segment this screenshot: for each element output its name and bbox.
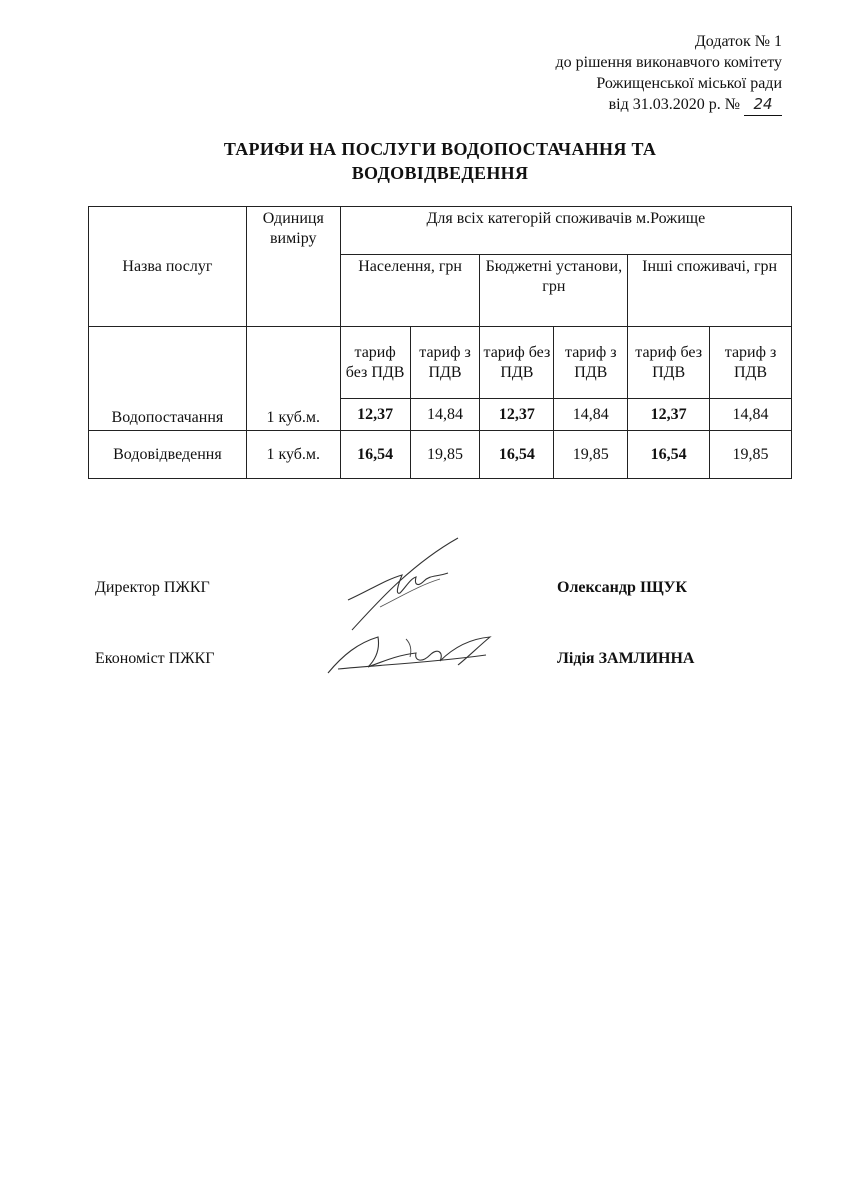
- table-row: [89, 431, 792, 479]
- header-row-1: [89, 207, 792, 255]
- value-cell: 16,54: [480, 431, 554, 479]
- value-cell: 12,37: [628, 399, 710, 431]
- annex-date: від 31.03.2020 р. №: [608, 96, 740, 113]
- row-unit: 1 куб.м.: [246, 327, 340, 431]
- signatory-name: Олександр ІЩУК: [557, 579, 687, 596]
- value-cell: 16,54: [340, 431, 410, 479]
- economist-signature-image: [318, 625, 498, 685]
- header-all-categories: Для всіх категорій споживачів м.Рожище: [340, 207, 791, 255]
- header-group-other: Інші споживачі, грн: [628, 255, 792, 327]
- value-cell: 14,84: [710, 399, 792, 431]
- signatory-role: Директор ПЖКГ: [95, 579, 210, 596]
- value-cell: 19,85: [554, 431, 628, 479]
- header-tariff-with-vat: тариф з ПДВ: [410, 327, 480, 399]
- title-line-2: ВОДОВІДВЕДЕННЯ: [351, 163, 529, 183]
- value-cell: 12,37: [340, 399, 410, 431]
- row-service: Водовідведення: [89, 431, 247, 479]
- title-line-1: ТАРИФИ НА ПОСЛУГИ ВОДОПОСТАЧАННЯ ТА: [223, 139, 657, 159]
- signatory-role: Економіст ПЖКГ: [95, 650, 215, 667]
- row-unit: 1 куб.м.: [246, 431, 340, 479]
- header-group-budget: Бюджетні установи, грн: [480, 255, 628, 327]
- annex-decision-number: 24: [744, 94, 782, 116]
- value-cell: 19,85: [410, 431, 480, 479]
- annex-block: [556, 31, 783, 116]
- director-signature-image: [340, 535, 470, 635]
- value-cell: 14,84: [410, 399, 480, 431]
- header-tariff-with-vat: тариф з ПДВ: [710, 327, 792, 399]
- header-group-population: Населення, грн: [340, 255, 480, 327]
- row-service: Водопостачання: [89, 327, 247, 431]
- value-cell: 14,84: [554, 399, 628, 431]
- annex-number: Додаток № 1: [694, 33, 782, 50]
- header-unit: Одиниця виміру: [246, 207, 340, 327]
- value-cell: 12,37: [480, 399, 554, 431]
- value-cell: 16,54: [628, 431, 710, 479]
- value-cell: 19,85: [710, 431, 792, 479]
- header-tariff-without-vat: тариф без ПДВ: [340, 327, 410, 399]
- header-service: Назва послуг: [89, 207, 247, 327]
- annex-decision-line: до рішення виконавчого комітету: [555, 54, 782, 71]
- signatory-name: Лідія ЗАМЛИННА: [557, 650, 695, 667]
- document-title: [100, 137, 780, 185]
- header-tariff-without-vat: тариф без ПДВ: [628, 327, 710, 399]
- annex-council-line: Рожищенської міської ради: [596, 75, 782, 92]
- annex-date-line: [556, 94, 783, 116]
- header-tariff-with-vat: тариф з ПДВ: [554, 327, 628, 399]
- header-row-3: [89, 327, 792, 399]
- header-tariff-without-vat: тариф без ПДВ: [480, 327, 554, 399]
- tariff-table: [88, 206, 792, 479]
